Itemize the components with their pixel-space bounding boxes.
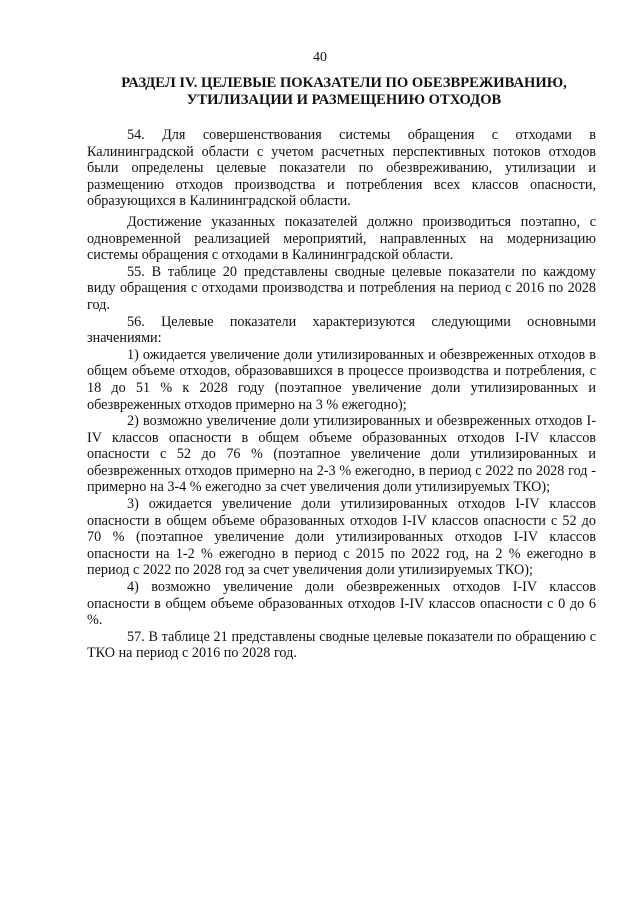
- list-item-2: 2) возможно увеличение доли утилизированных и обезвреженных отходов I-IV классов опасности в общем объеме образованных отходов I-IV классов опасности с 52 до 76 % (поэтапное увеличение доли утилизированных и обезвреженных отходов примерно на 2-3 % ежегодно, в период с 2022 по 2028 год - примерно на 3-4 % ежегодно за счет увеличения доли утилизируемых ТКО);: [87, 413, 596, 496]
- paragraph-55: 55. В таблице 20 представлены сводные целевые показатели по каждому виду обращения с отходами производства и потребления на период с 2016 по 2028 год.: [87, 263, 596, 313]
- paragraph-56: 56. Целевые показатели характеризуются следующими основными значениями:: [87, 313, 596, 347]
- list-item-3: 3) ожидается увеличение доли утилизированных отходов I-IV классов опасности в общем объеме образованных отходов I-IV классов опасности с 52 до 70 % (поэтапное увеличение доли утилизированных отходов I-IV классов опасности на 1-2 % ежегодно в период с 2015 по 2022 год, на 2 % ежегодно в период с 2022 по 2028 год за счет увеличения доли утилизируемых ТКО);: [87, 496, 596, 579]
- paragraph-57: 57. В таблице 21 представлены сводные целевые показатели по обращению с ТКО на период с 2016 по 2028 год.: [87, 628, 596, 662]
- paragraph-54: 54. Для совершенствования системы обращения с отходами в Калининградской области с учетом расчетных перспективных потоков отходов были определены целевые показатели по обезвреживанию, утилизации и размещению отходов производства и потребления всех классов опасности, образующихся в Калининградской области.: [87, 127, 596, 210]
- paragraph-achievement: Достижение указанных показателей должно производиться поэтапно, с одновременной реализацией мероприятий, направленных на модернизацию системы обращения с отходами в Калининградской области.: [87, 213, 596, 264]
- list-item-4: 4) возможно увеличение доли обезвреженных отходов I-IV классов опасности в общем объеме образованных отходов I-IV классов опасности с 0 до 6 %.: [87, 579, 596, 629]
- page-number: 40: [313, 50, 327, 65]
- list-item-1: 1) ожидается увеличение доли утилизированных и обезвреженных отходов в общем объеме отходов, образовавшихся в процессе производства и потребления, с 18 до 51 % к 2028 году (поэтапное увеличение доли утилизированных и обезвреженных отходов примерно на 3 % ежегодно);: [87, 346, 596, 413]
- section-title: РАЗДЕЛ IV. ЦЕЛЕВЫЕ ПОКАЗАТЕЛИ ПО ОБЕЗВРЕЖИВАНИЮ, УТИЛИЗАЦИИ И РАЗМЕЩЕНИЮ ОТХОДОВ: [121, 75, 567, 108]
- body-text: [87, 127, 596, 662]
